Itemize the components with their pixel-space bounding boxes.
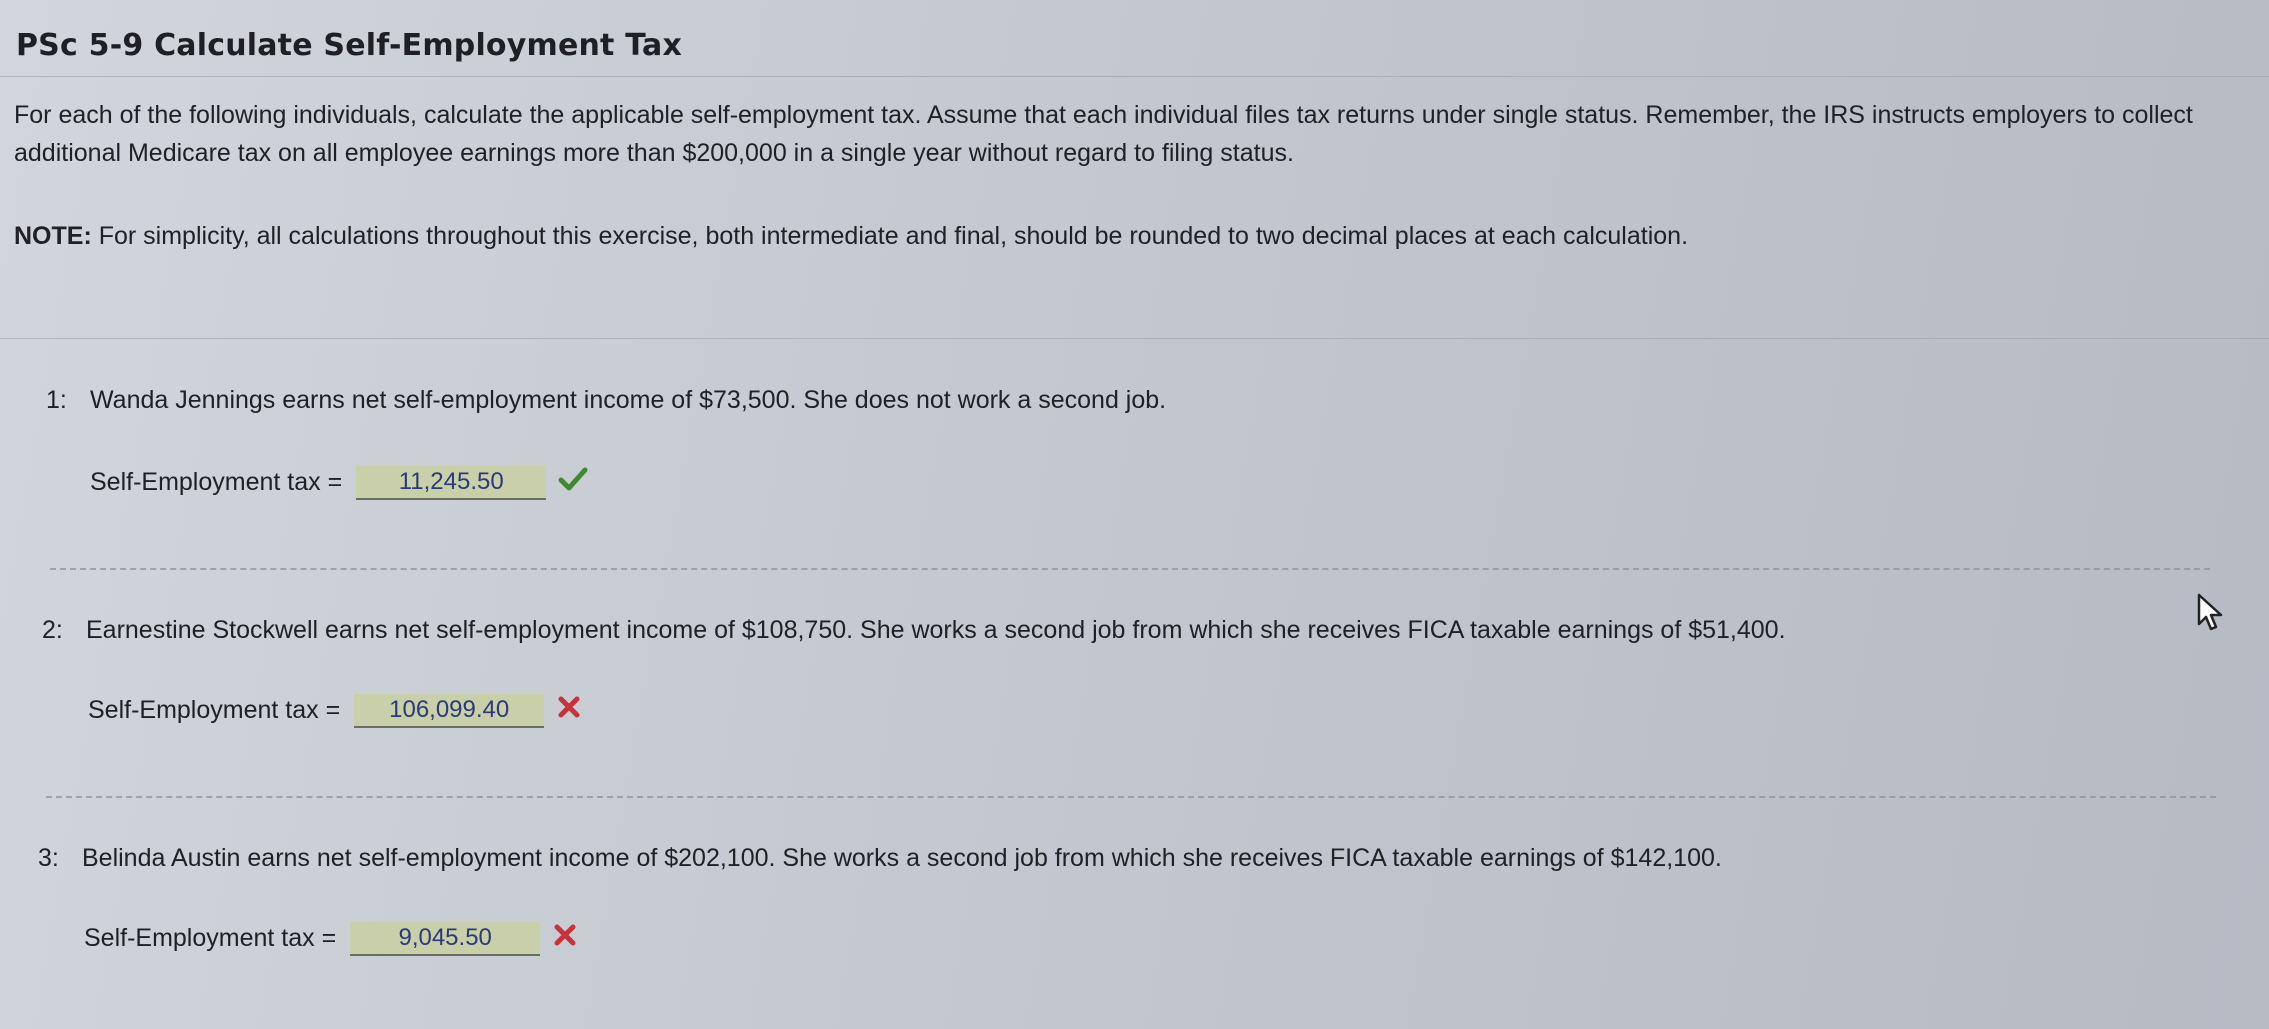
x-icon bbox=[556, 694, 582, 728]
answer-label: Self-Employment tax = bbox=[90, 468, 343, 496]
page-title: PSc 5-9 Calculate Self-Employment Tax bbox=[16, 28, 683, 63]
note-body: For simplicity, all calculations throughout this exercise, both intermediate and final, should be rounded to two decimal places at each calculation. bbox=[91, 222, 1689, 250]
self-employment-tax-input-2[interactable]: 106,099.40 bbox=[354, 694, 544, 728]
note-label: NOTE: bbox=[14, 222, 92, 250]
answer-row-3 bbox=[84, 922, 578, 956]
question-text: Belinda Austin earns net self-employment income of $202,100. She works a second job from which she receives FICA taxable earnings of $142,100. bbox=[82, 844, 1722, 872]
question-number: 1: bbox=[46, 386, 67, 414]
question-text: Wanda Jennings earns net self-employment income of $73,500. She does not work a second job. bbox=[90, 386, 1167, 414]
section-divider bbox=[0, 338, 2269, 339]
instructions-text: For each of the following individuals, calculate the applicable self-employment tax. Assume that each individual files tax returns under single status. Remember, the IRS instructs employers to collect additional Medicare tax on all employee earnings more than $200,000 in a single year without regard to filing status. bbox=[14, 101, 2193, 167]
self-employment-tax-input-3[interactable]: 9,045.50 bbox=[350, 922, 540, 956]
answer-row-2 bbox=[88, 694, 582, 728]
mouse-cursor-icon bbox=[2196, 592, 2226, 637]
self-employment-tax-input-1[interactable]: 11,245.50 bbox=[356, 466, 546, 500]
check-icon bbox=[558, 466, 588, 500]
question-number: 2: bbox=[42, 616, 63, 644]
answer-row-1 bbox=[90, 466, 588, 500]
answer-label: Self-Employment tax = bbox=[84, 924, 337, 952]
answer-label: Self-Employment tax = bbox=[88, 696, 341, 724]
question-divider bbox=[46, 796, 2216, 798]
question-1 bbox=[46, 384, 1166, 416]
x-icon bbox=[552, 922, 578, 956]
question-3 bbox=[38, 842, 1722, 874]
note-text bbox=[14, 218, 2244, 254]
question-text: Earnestine Stockwell earns net self-employment income of $108,750. She works a second job from which she receives FICA taxable earnings of $51,400. bbox=[86, 616, 1786, 644]
question-2 bbox=[42, 614, 1786, 646]
title-divider bbox=[0, 76, 2269, 77]
question-number: 3: bbox=[38, 844, 59, 872]
question-divider bbox=[50, 568, 2210, 570]
